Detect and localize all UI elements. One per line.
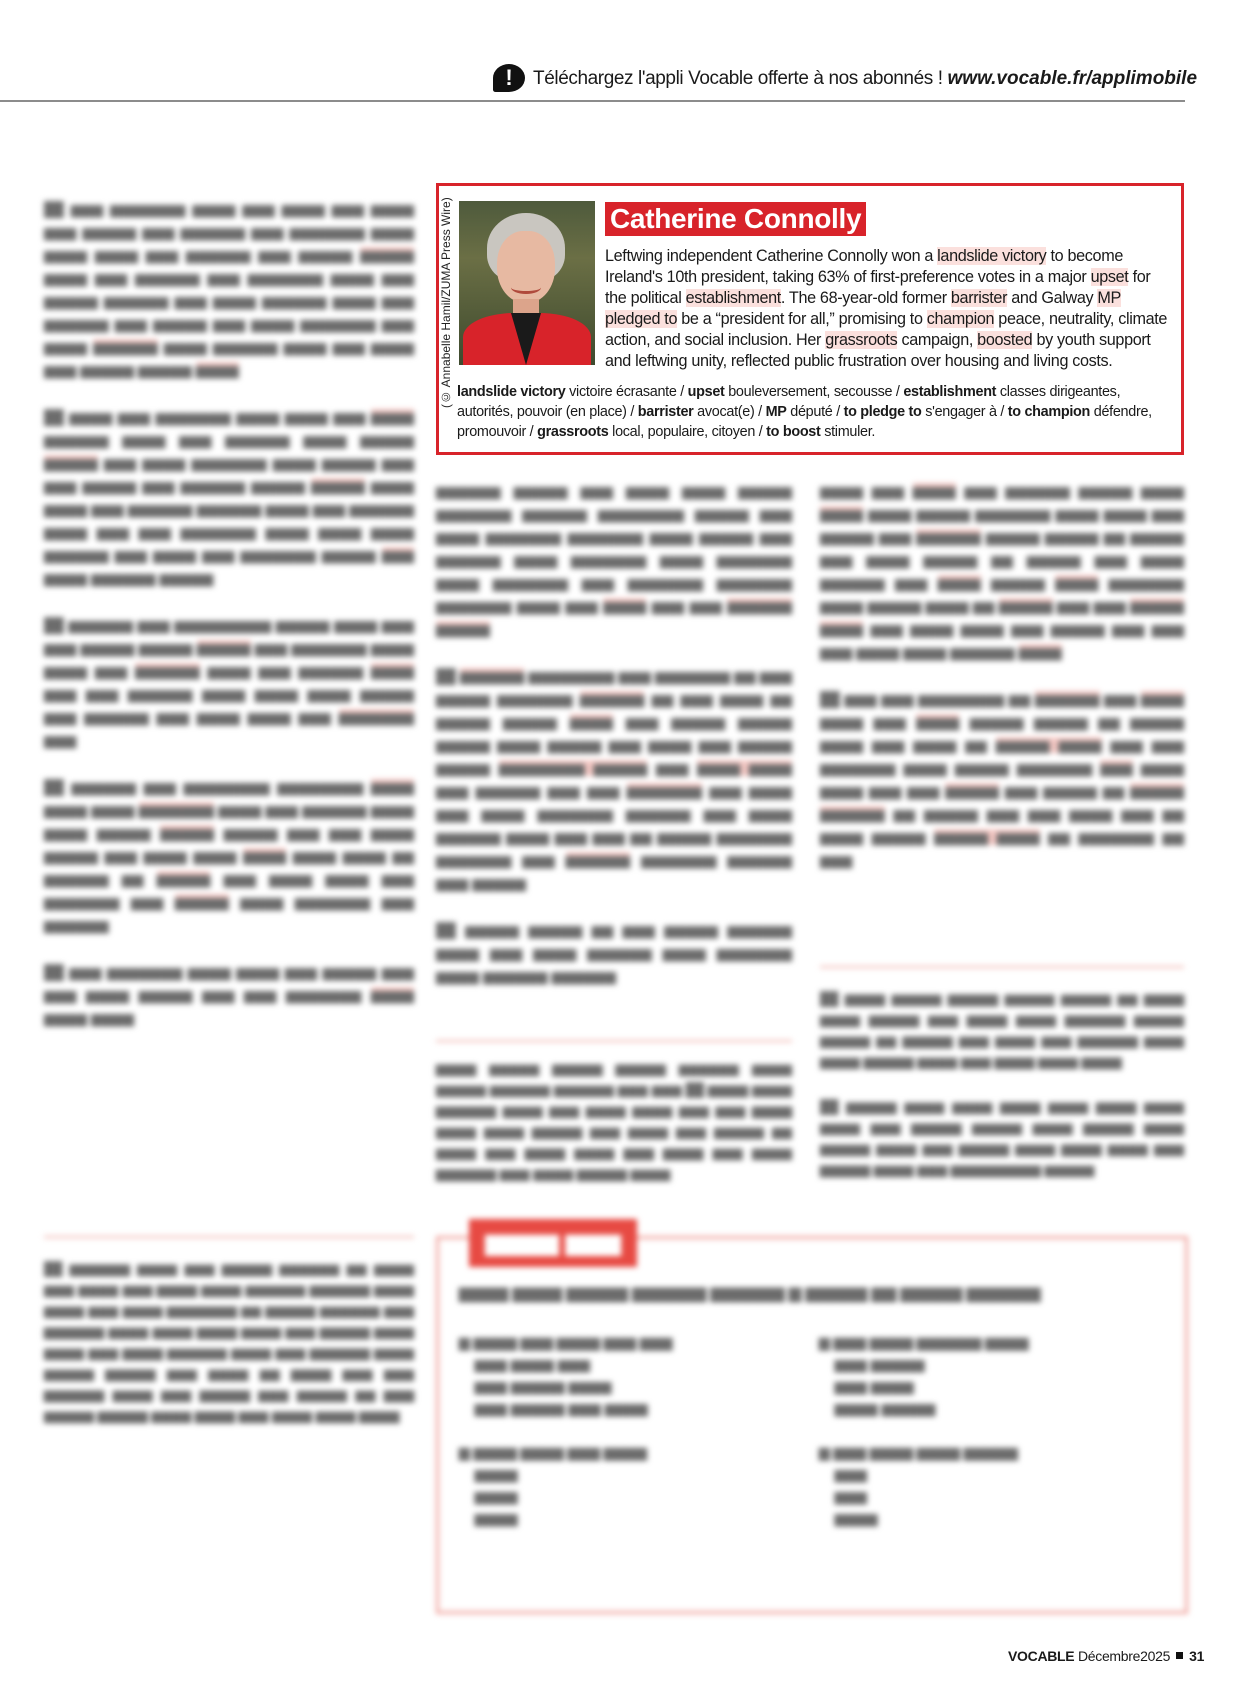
article-column-left: ██ ▆▆▆ ▆▆▆▆▆▆▆ ▆▆▆▆ ▆▆▆ ▆▆▆▆ ▆▆▆ ▆▆▆▆ ▆▆▆ ▆▆▆▆▆ ▆▆▆ ▆▆▆▆▆▆ ▆▆▆ ▆▆▆▆▆▆▆ ▆▆▆▆ ▆▆▆▆ ▆▆▆▆ ▆▆▆ ▆▆▆▆▆▆ ▆▆▆ ▆▆▆▆▆ ▆▆▆▆▆ ▆▆▆▆ ▆▆▆ ▆▆▆▆▆▆ ▆▆▆ ▆▆▆▆▆▆▆ ▆▆▆▆ ▆▆▆ ▆▆▆▆▆ ▆▆▆▆▆▆ ▆▆▆ ▆▆▆▆ ▆▆▆▆▆▆ ▆▆▆▆ ▆▆▆ ▆▆▆▆▆▆ ▆▆▆ ▆▆▆▆▆ ▆▆▆ ▆▆▆▆ ▆▆▆▆▆▆▆ ▆▆▆ ▆▆▆▆ ▆▆▆▆▆▆ ▆▆▆▆ ▆▆▆▆▆▆ ▆▆▆▆ ▆▆▆ ▆▆▆▆ ▆▆▆ ▆▆▆▆▆ ▆▆▆▆▆ ▆▆▆▆ ██ ▆▆▆▆ ▆▆▆ ▆▆▆▆▆▆▆ ▆▆▆▆ ▆▆▆▆ ▆▆▆ ▆▆▆▆ ▆▆▆▆▆▆ ▆▆▆▆ ▆▆▆ ▆▆▆▆▆▆ ▆▆▆▆ ▆▆▆▆▆ ▆▆▆▆▆ ▆▆▆ ▆▆▆▆ ▆▆▆▆▆▆▆ ▆▆▆▆ ▆▆▆▆▆ ▆▆▆ ▆▆▆ ▆▆▆▆▆ ▆▆▆ ▆▆▆▆▆▆ ▆▆▆▆▆ ▆▆▆▆▆ ▆▆▆▆ ▆▆▆▆ ▆▆▆ ▆▆▆▆▆▆ ▆▆▆▆▆▆ ▆▆▆▆ ▆▆▆ ▆▆▆▆▆▆ ▆▆▆▆ ▆▆▆ ▆▆▆ ▆▆▆▆▆▆▆ ▆▆▆▆ ▆▆▆▆ ▆▆▆▆ ▆▆▆▆▆▆ ▆▆▆ ▆▆▆▆ ▆▆▆ ▆▆▆▆▆▆▆ ▆▆▆▆▆ ▆▆▆ ▆▆▆▆ ▆▆▆▆▆▆ ▆▆▆▆▆ ██ ▆▆▆▆▆▆ ▆▆▆ ▆▆▆▆▆▆▆▆▆ ▆▆▆▆▆ ▆▆▆▆ ▆▆▆ ▆▆▆ ▆▆▆▆▆ ▆▆▆▆▆ ▆▆▆▆▆ ▆▆▆ ▆▆▆▆▆▆▆ ▆▆▆▆ ▆▆▆▆ ▆▆▆ ▆▆▆▆▆▆ ▆▆▆▆ ▆▆▆ ▆▆▆▆▆▆ ▆▆▆▆ ▆▆▆ ▆▆▆ ▆▆▆▆▆▆ ▆▆▆▆ ▆▆▆▆ ▆▆▆▆ ▆▆▆▆▆ ▆▆▆ ▆▆▆▆▆▆ ▆▆▆ ▆▆▆▆ ▆▆▆▆ ▆▆▆ ▆▆▆▆▆▆▆ ▆▆▆ ██ ▆▆▆▆▆▆ ▆▆▆ ▆▆▆▆▆▆▆▆ ▆▆▆▆▆▆▆▆ ▆▆▆▆ ▆▆▆▆ ▆▆▆▆ ▆▆▆▆▆▆▆ ▆▆▆▆ ▆▆▆ ▆▆▆▆▆▆ ▆▆▆▆ ▆▆▆▆ ▆▆▆▆▆ ▆▆▆▆▆ ▆▆▆▆▆ ▆▆▆ ▆▆▆ ▆▆▆▆ ▆▆▆▆▆ ▆▆▆ ▆▆▆▆ ▆▆▆▆ ▆▆▆▆ ▆▆▆▆ ▆▆▆▆ ▆▆ ▆▆▆▆▆▆ ▆▆ ▆▆▆▆▆ ▆▆▆ ▆▆▆▆ ▆▆▆▆ ▆▆▆ ▆▆▆▆▆▆▆ ▆▆▆ ▆▆▆▆▆ ▆▆▆▆ ▆▆▆▆▆▆▆ ▆▆▆ ▆▆▆▆▆▆ ██ ▆▆▆ ▆▆▆▆▆▆▆ ▆▆▆▆ ▆▆▆▆ ▆▆▆ ▆▆▆▆▆ ▆▆▆ ▆▆▆ ▆▆▆▆ ▆▆▆▆▆ ▆▆▆ ▆▆▆ ▆▆▆▆▆▆▆ ▆▆▆▆ ▆▆▆▆ ▆▆▆▆: [44, 201, 415, 1026]
highlighted-term: barrister: [950, 289, 1008, 307]
footer-brand: VOCABLE: [1008, 1648, 1075, 1664]
divider: [44, 1236, 414, 1238]
highlighted-term: MP: [1097, 289, 1121, 307]
page-number: 31: [1189, 1648, 1205, 1664]
vocab-list-middle: ▆▆▆▆ ▆▆▆▆▆ ▆▆▆▆▆ ▆▆▆▆▆ ▆▆▆▆▆▆ ▆▆▆▆ ▆▆▆▆▆ ▆▆▆▆▆▆ ▆▆▆▆▆▆ ▆▆▆ ▆▆▆ ██ ▆▆▆▆ ▆▆▆▆ ▆▆▆▆▆▆ ▆▆▆▆ ▆▆▆ ▆▆▆▆ ▆▆▆▆ ▆▆▆ ▆▆▆ ▆▆▆▆ ▆▆▆▆ ▆▆▆▆ ▆▆▆▆▆ ▆▆▆ ▆▆▆▆ ▆▆▆ ▆▆▆▆▆ ▆▆ ▆▆▆▆ ▆▆▆ ▆▆▆▆ ▆▆▆▆ ▆▆▆ ▆▆▆▆ ▆▆▆ ▆▆▆▆ ▆▆▆▆▆▆ ▆▆▆ ▆▆▆▆ ▆▆▆▆▆ ▆▆▆▆: [436, 1061, 792, 1181]
glossary-definition: classes dirigeantes, autorités, pouvoir (en place) /: [457, 384, 1121, 420]
feature-title: Catherine Connolly: [605, 202, 866, 236]
glossary-definition: bouleversement, secousse /: [724, 384, 904, 400]
vocab-list-left: ██ ▆▆▆▆▆▆ ▆▆▆▆ ▆▆▆ ▆▆▆▆▆ ▆▆▆▆▆▆ ▆▆ ▆▆▆▆ ▆▆▆ ▆▆▆▆ ▆▆▆ ▆▆▆▆ ▆▆▆▆ ▆▆▆▆▆▆ ▆▆▆▆▆▆ ▆▆▆▆ ▆▆▆▆ ▆▆▆ ▆▆▆▆ ▆▆▆▆▆▆▆ ▆▆ ▆▆▆▆▆ ▆▆▆▆▆▆ ▆▆▆ ▆▆▆▆▆▆ ▆▆▆▆ ▆▆▆▆ ▆▆▆▆ ▆▆▆▆ ▆▆▆ ▆▆▆▆▆ ▆▆▆▆ ▆▆▆▆ ▆▆▆ ▆▆▆▆ ▆▆▆▆▆▆ ▆▆▆▆ ▆▆▆ ▆▆▆▆▆▆ ▆▆▆▆ ▆▆▆▆▆ ▆▆▆▆▆ ▆▆▆ ▆▆▆▆ ▆▆ ▆▆▆▆ ▆▆▆ ▆▆▆ ▆▆▆▆▆▆ ▆▆▆▆ ▆▆▆ ▆▆▆▆▆ ▆▆▆ ▆▆▆▆▆ ▆▆ ▆▆▆ ▆▆▆▆▆ ▆▆▆▆▆ ▆▆▆▆ ▆▆▆▆ ▆▆▆ ▆▆▆▆ ▆▆▆▆ ▆▆▆▆: [44, 1261, 415, 1423]
body-text: to become Ireland's 10th president, taking 63% of first-preference votes in a major: [605, 247, 1123, 286]
glossary-definition: victoire écrasante /: [565, 384, 688, 400]
glossary-term: upset: [687, 384, 725, 400]
glossary-definition: stimuler.: [820, 424, 876, 440]
quiz-tab: ▆▆▆▆ ▆▆▆: [469, 1219, 637, 1267]
glossary-term: barrister: [637, 404, 694, 420]
highlighted-term: grassroots: [825, 331, 898, 349]
footer-issue: Décembre2025: [1077, 1648, 1171, 1664]
glossary-definition: défendre, promouvoir /: [457, 404, 1152, 440]
feature-box: [436, 183, 1184, 455]
body-text: and Galway: [1007, 289, 1098, 307]
photo-credit: (© Annabelle Hamil/ZUMA Press Wire): [439, 197, 453, 408]
page-footer: [1008, 1648, 1204, 1664]
glossary-term: landslide victory: [457, 384, 566, 400]
body-text: . The 68-year-old former: [780, 289, 951, 307]
body-text: be a “president for all,” promising to: [677, 310, 927, 328]
app-notice: [533, 68, 1197, 90]
glossary-term: to boost: [766, 424, 821, 440]
app-notice-text: Téléchargez l'appli Vocable offerte à nos abonnés !: [533, 68, 943, 89]
top-banner: [0, 0, 1198, 102]
highlighted-term: champion: [926, 310, 995, 328]
vocab-list-right: ██ ▆▆▆▆ ▆▆▆▆▆ ▆▆▆▆▆ ▆▆▆▆▆ ▆▆▆▆▆ ▆▆ ▆▆▆▆ ▆▆▆▆ ▆▆▆▆▆ ▆▆▆ ▆▆▆▆ ▆▆▆▆ ▆▆▆▆▆▆ ▆▆▆▆▆ ▆▆▆▆▆ ▆▆ ▆▆▆▆▆ ▆▆▆ ▆▆▆▆ ▆▆▆ ▆▆▆▆▆▆ ▆▆▆▆ ▆▆▆▆ ▆▆▆▆▆ ▆▆▆▆ ▆▆▆ ▆▆▆▆ ▆▆▆▆ ▆▆▆▆ ██ ▆▆▆▆▆ ▆▆▆▆ ▆▆▆▆ ▆▆▆▆ ▆▆▆▆ ▆▆▆▆ ▆▆▆▆ ▆▆▆▆ ▆▆▆ ▆▆▆▆▆ ▆▆▆▆▆ ▆▆▆▆ ▆▆▆▆▆ ▆▆▆▆ ▆▆▆▆▆ ▆▆▆▆ ▆▆▆ ▆▆▆▆▆ ▆▆▆▆ ▆▆▆▆ ▆▆▆▆ ▆▆▆ ▆▆▆▆▆ ▆▆▆▆ ▆▆▆ ▆▆▆▆▆▆▆▆▆ ▆▆▆▆▆: [820, 991, 1184, 1177]
glossary-term: MP: [765, 404, 787, 420]
quiz-box: ▆▆▆▆ ▆▆▆ ▆▆▆▆ ▆▆▆▆ ▆▆▆▆▆ ▆▆▆▆▆▆ ▆▆▆▆▆▆ ▆ ▆▆▆▆▆ ▆▆ ▆▆▆▆▆ ▆▆▆▆▆▆ ▆ ▆▆▆▆ ▆▆▆ ▆▆▆▆ ▆▆▆ ▆▆▆ ▆▆▆ ▆▆▆▆ ▆▆▆ ▆▆▆ ▆▆▆▆▆ ▆▆▆▆ ▆▆▆ ▆▆▆▆▆ ▆▆▆ ▆▆▆▆ ▆ ▆▆▆▆ ▆▆▆▆ ▆▆▆ ▆▆▆▆ ▆▆▆▆ ▆▆▆▆ ▆▆▆▆ ▆ ▆▆▆ ▆▆▆▆ ▆▆▆▆▆▆ ▆▆▆▆ ▆▆▆ ▆▆▆▆▆ ▆▆▆ ▆▆▆▆ ▆▆▆▆ ▆▆▆▆▆ ▆ ▆▆▆ ▆▆▆▆ ▆▆▆▆ ▆▆▆▆▆ ▆▆▆ ▆▆▆ ▆▆▆▆: [436, 1236, 1188, 1614]
feature-body: [605, 246, 1173, 372]
glossary-definition: député /: [786, 404, 844, 420]
glossary: [457, 382, 1175, 442]
article-column-middle: ▆▆▆▆▆▆ ▆▆▆▆▆ ▆▆▆ ▆▆▆▆ ▆▆▆▆ ▆▆▆▆▆ ▆▆▆▆▆▆▆ ▆▆▆▆▆▆ ▆▆▆▆▆▆▆▆ ▆▆▆▆▆ ▆▆▆ ▆▆▆▆ ▆▆▆▆▆▆▆ ▆▆▆▆▆▆▆ ▆▆▆▆ ▆▆▆▆▆ ▆▆▆ ▆▆▆▆▆▆ ▆▆▆▆ ▆▆▆▆▆▆▆ ▆▆▆▆ ▆▆▆▆▆▆▆ ▆▆▆▆ ▆▆▆▆▆▆▆ ▆▆▆ ▆▆▆▆▆▆▆ ▆▆▆▆▆▆▆ ▆▆▆▆▆▆▆ ▆▆▆▆ ▆▆▆ ▆▆▆▆ ▆▆▆ ▆▆▆ ▆▆▆▆▆▆ ▆▆▆▆▆ ██ ▆▆▆▆▆▆ ▆▆▆▆▆▆▆▆ ▆▆▆ ▆▆▆▆▆▆▆ ▆▆ ▆▆▆ ▆▆▆▆▆ ▆▆▆▆▆▆▆ ▆▆▆▆▆▆ ▆▆ ▆▆▆ ▆▆▆▆ ▆▆ ▆▆▆▆▆ ▆▆▆▆▆ ▆▆▆▆ ▆▆▆ ▆▆▆▆▆ ▆▆▆▆▆ ▆▆▆▆▆ ▆▆▆▆ ▆▆▆▆▆ ▆▆▆ ▆▆▆▆ ▆▆▆ ▆▆▆▆▆ ▆▆▆▆▆ ▆▆▆▆▆▆▆▆ ▆▆▆▆▆ ▆▆▆ ▆▆▆▆ ▆▆▆▆ ▆▆▆ ▆▆▆▆▆▆ ▆▆▆ ▆▆▆ ▆▆▆▆▆▆▆ ▆▆▆ ▆▆▆▆ ▆▆▆ ▆▆▆▆ ▆▆▆▆▆▆▆ ▆▆▆▆▆▆ ▆▆▆ ▆▆▆▆ ▆▆▆▆▆▆ ▆▆▆▆ ▆▆▆ ▆▆▆ ▆▆ ▆▆▆▆▆ ▆▆▆▆▆▆▆ ▆▆▆▆▆▆▆ ▆▆▆ ▆▆▆▆▆▆ ▆▆▆▆▆▆▆ ▆▆▆▆▆▆ ▆▆▆ ▆▆▆▆▆ ██ ▆▆▆▆▆ ▆▆▆▆▆ ▆▆ ▆▆▆ ▆▆▆▆▆ ▆▆▆▆▆▆ ▆▆▆▆ ▆▆▆ ▆▆▆▆ ▆▆▆▆▆▆ ▆▆▆▆ ▆▆▆▆▆▆▆ ▆▆▆▆ ▆▆▆▆▆▆ ▆▆▆▆▆▆: [436, 483, 792, 984]
exclamation-icon: !: [493, 64, 525, 92]
app-link[interactable]: www.vocable.fr/applimobile: [947, 68, 1198, 89]
square-bullet-icon: [1176, 1652, 1183, 1659]
glossary-term: to pledge to: [843, 404, 922, 420]
glossary-definition: local, populaire, citoyen /: [608, 424, 767, 440]
divider: [436, 1040, 792, 1042]
body-text: by youth support and leftwing unity, reflected public frustration over housing and living costs.: [605, 331, 1151, 370]
article-column-right: ▆▆▆▆ ▆▆▆ ▆▆▆▆ ▆▆▆ ▆▆▆▆▆▆ ▆▆▆▆▆ ▆▆▆▆ ▆▆▆▆ ▆▆▆▆ ▆▆▆▆▆ ▆▆▆▆▆▆▆ ▆▆▆▆ ▆▆▆▆ ▆▆▆ ▆▆▆▆▆ ▆▆▆ ▆▆▆▆▆▆ ▆▆▆▆▆ ▆▆▆▆▆ ▆▆ ▆▆▆▆▆ ▆▆▆ ▆▆▆▆ ▆▆▆▆▆ ▆▆ ▆▆▆▆▆ ▆▆▆ ▆▆▆▆ ▆▆▆▆▆▆ ▆▆▆ ▆▆▆▆ ▆▆▆▆▆ ▆▆▆▆ ▆▆▆▆▆▆▆ ▆▆▆▆ ▆▆▆▆▆ ▆▆▆▆ ▆▆ ▆▆▆▆▆ ▆▆▆ ▆▆▆ ▆▆▆▆▆ ▆▆▆▆ ▆▆▆ ▆▆▆▆ ▆▆▆▆ ▆▆▆ ▆▆▆▆▆ ▆▆▆ ▆▆▆ ▆▆▆ ▆▆▆▆ ▆▆▆▆ ▆▆▆▆▆▆ ▆▆▆▆ ██ ▆▆▆ ▆▆▆ ▆▆▆▆▆▆▆▆ ▆▆ ▆▆▆▆▆▆ ▆▆▆ ▆▆▆▆ ▆▆▆▆ ▆▆▆ ▆▆▆▆ ▆▆▆▆▆ ▆▆▆▆▆ ▆▆ ▆▆▆▆▆ ▆▆▆▆ ▆▆▆ ▆▆▆▆ ▆▆ ▆▆▆▆▆ ▆▆▆▆ ▆▆▆ ▆▆▆ ▆▆▆▆▆▆▆ ▆▆▆▆ ▆▆▆▆▆ ▆▆▆▆▆▆▆ ▆▆▆ ▆▆▆▆ ▆▆▆▆ ▆▆▆ ▆▆▆ ▆▆▆▆▆ ▆▆▆ ▆▆▆▆▆ ▆▆ ▆▆▆▆▆ ▆▆▆▆▆▆ ▆▆ ▆▆▆▆▆ ▆▆▆ ▆▆▆ ▆▆▆▆ ▆▆▆ ▆▆ ▆▆▆▆ ▆▆▆▆▆ ▆▆▆▆▆ ▆▆▆▆ ▆▆ ▆▆▆▆▆▆▆ ▆▆ ▆▆▆: [820, 483, 1185, 868]
highlighted-term: establishment: [685, 289, 781, 307]
glossary-definition: s'engager à /: [921, 404, 1008, 420]
body-text: Leftwing independent Catherine Connolly won a: [605, 247, 938, 265]
body-text: for the political: [605, 268, 1151, 307]
glossary-definition: avocat(e) /: [693, 404, 766, 420]
divider: [820, 966, 1184, 968]
highlighted-term: upset: [1090, 268, 1129, 286]
glossary-term: grassroots: [537, 424, 609, 440]
highlighted-term: pledged to: [605, 310, 678, 328]
body-text: campaign,: [897, 331, 978, 349]
highlighted-term: landslide victory: [937, 247, 1047, 265]
glossary-term: establishment: [903, 384, 997, 400]
body-text: peace, neutrality, climate action, and social inclusion. Her: [605, 310, 1168, 349]
portrait-photo: [459, 201, 595, 365]
glossary-term: to champion: [1007, 404, 1091, 420]
highlighted-term: boosted: [977, 331, 1033, 349]
